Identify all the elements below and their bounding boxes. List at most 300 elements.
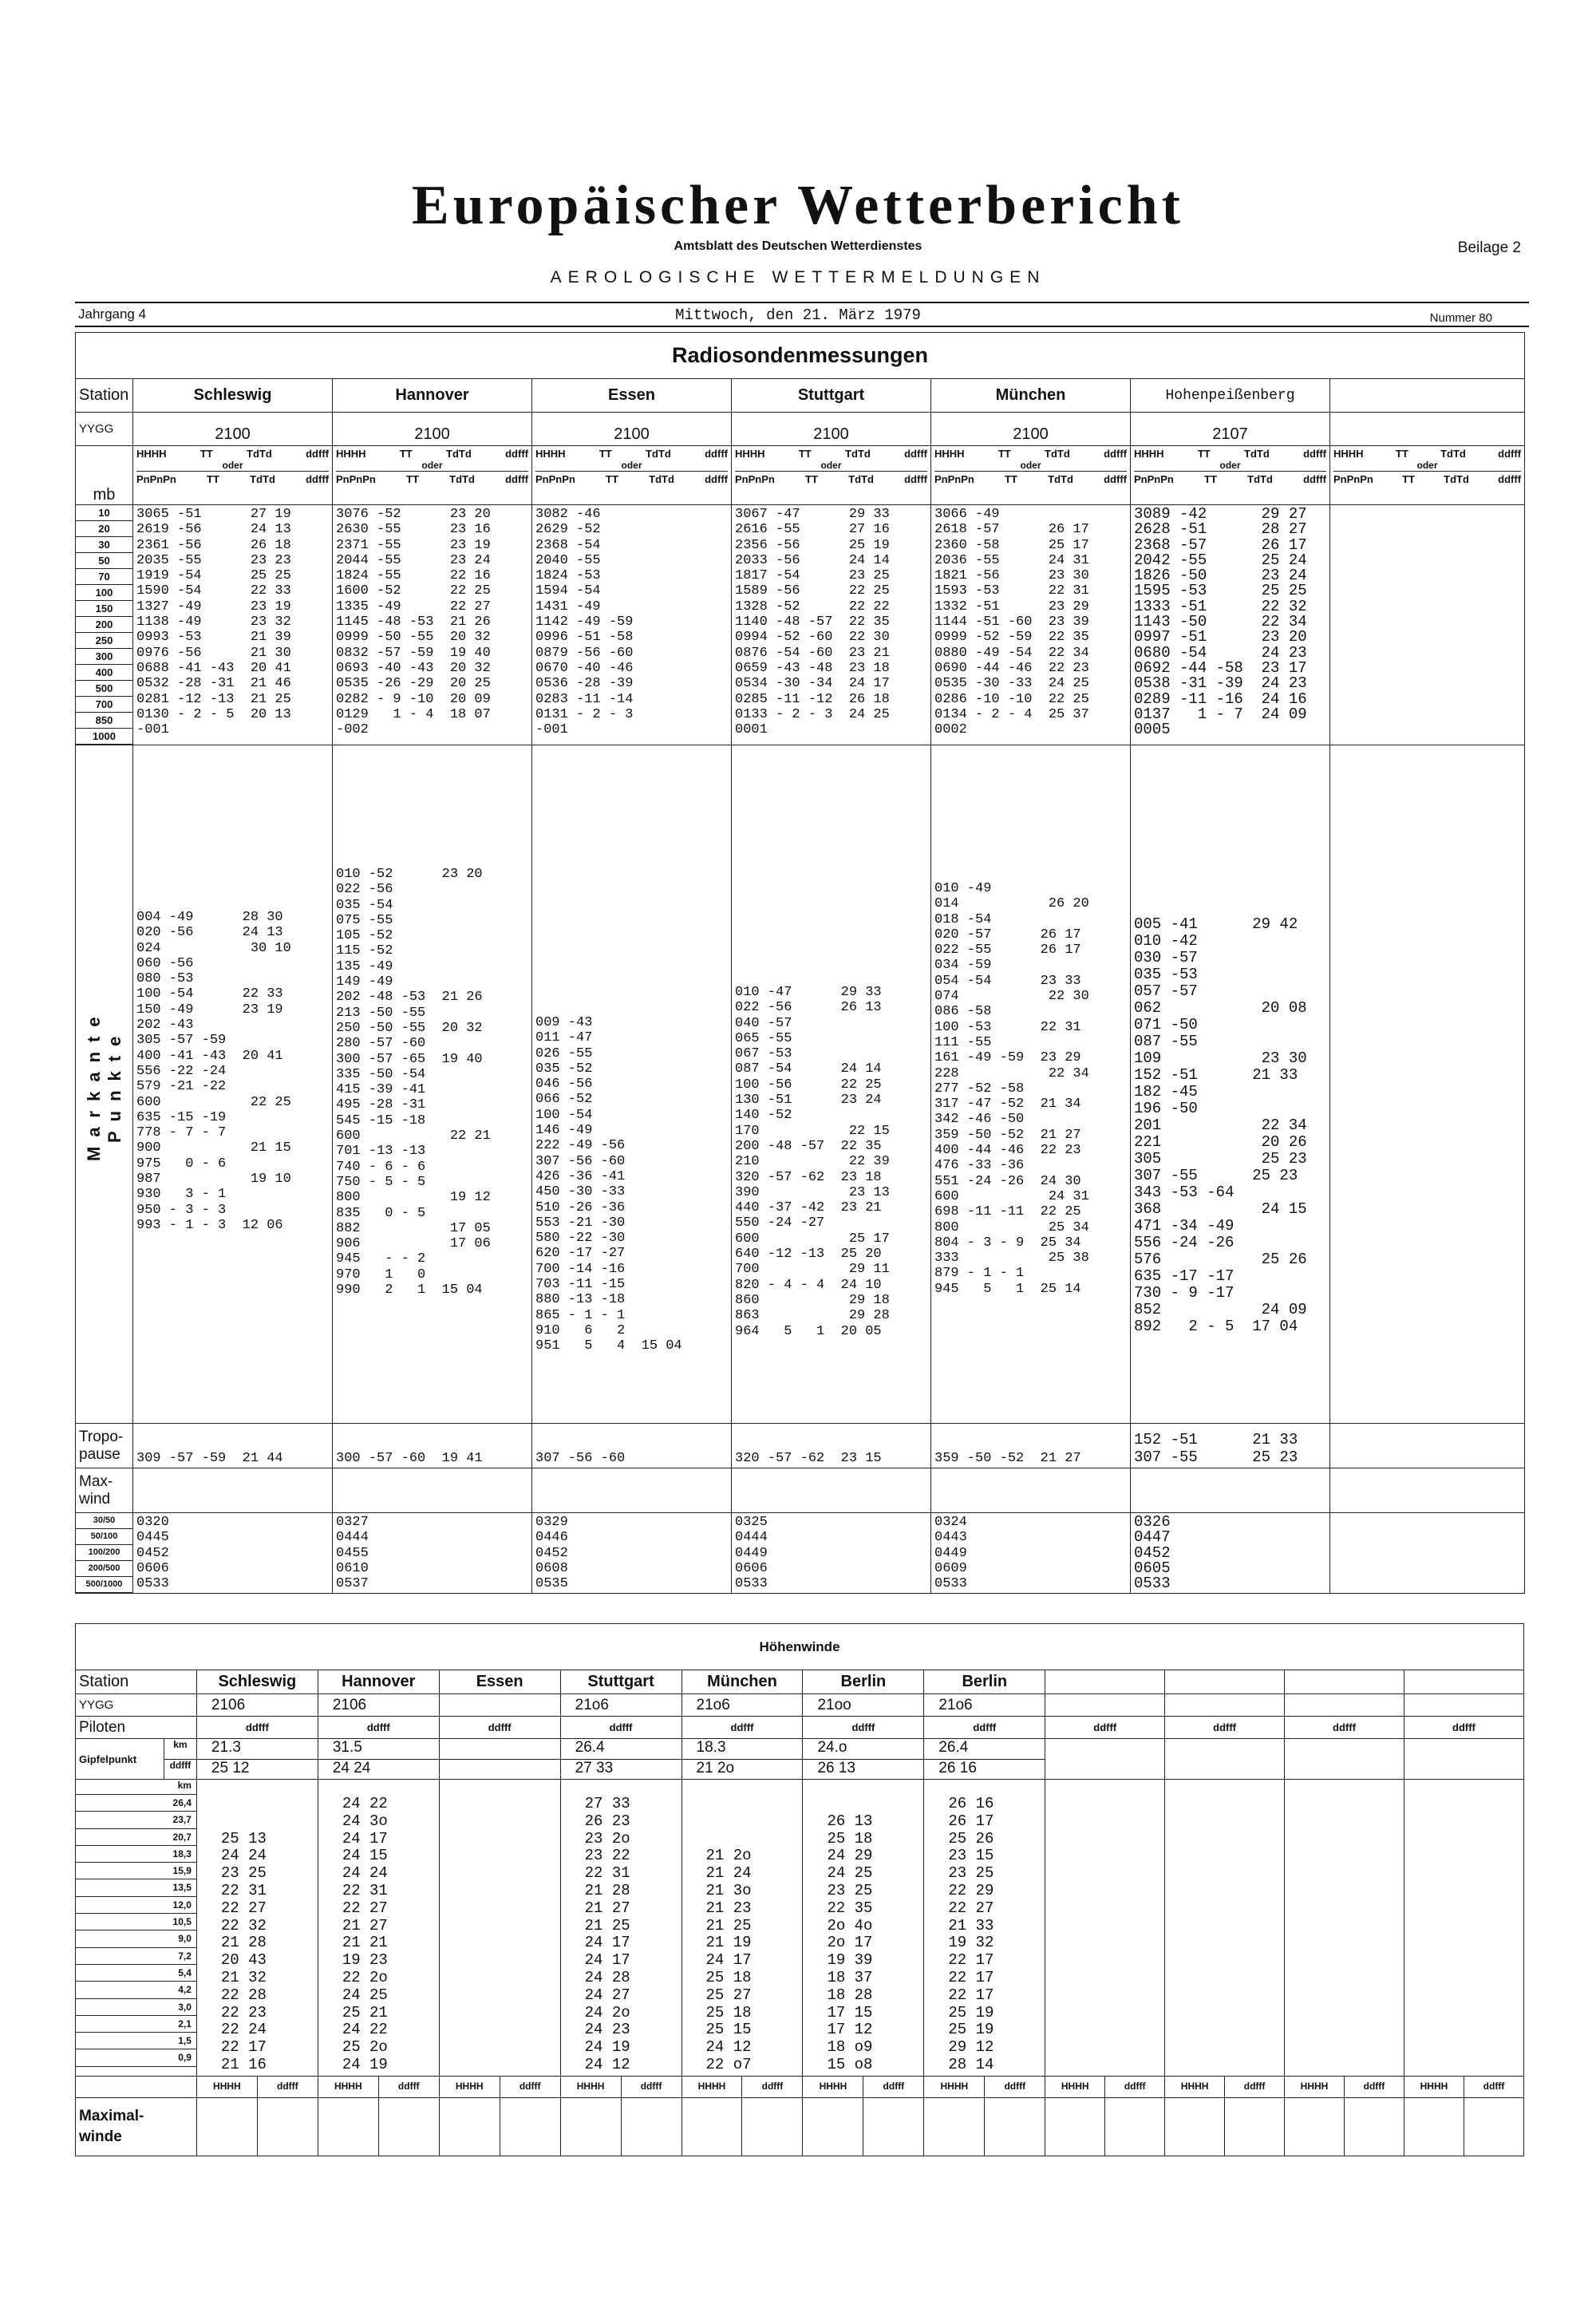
hw-ddfff-header: ddfff <box>1104 2077 1164 2097</box>
station-name: München <box>931 379 1131 413</box>
mb-level: 30 <box>76 537 132 553</box>
empty-cell <box>1165 1694 1285 1717</box>
station-label: Station <box>76 379 133 413</box>
hdr-tdtd: TdTd <box>247 448 272 460</box>
hdr-pnpnpn: PnPnPn <box>136 473 176 485</box>
gipfelpunkt-cell <box>439 1739 560 1780</box>
gipfel-ddfff-value <box>440 1760 560 1779</box>
markante-punkte-label: Markante Punkte <box>83 1007 124 1161</box>
tropopause-data: 307 -56 -60 <box>532 1424 732 1468</box>
hw-level: 7,2 <box>76 1948 196 1965</box>
empty-cell <box>1404 1780 1523 2077</box>
hdr-tdtd: TdTd <box>1244 448 1270 460</box>
hw-wind-data: 27 33 26 23 23 2o 23 22 22 31 21 28 21 27 21 25 24 17 24 17 24 28 24 27 24 2o 24 23 24 19 24 12 <box>560 1780 681 2077</box>
mb-level: 100 <box>76 585 132 601</box>
hw-ddfff-header: ddfff <box>196 1717 318 1739</box>
hdr-tt: TT <box>1204 473 1217 485</box>
gipfel-km-value: 21.3 <box>197 1739 318 1760</box>
hdr-tdtd: TdTd <box>250 473 275 485</box>
hw-level: 2,1 <box>76 2016 196 2033</box>
maxwind-label: Max- wind <box>76 1468 133 1513</box>
hdr-oder: oder <box>421 460 443 471</box>
mb-level: 20 <box>76 521 132 537</box>
hw-max-header <box>318 2076 439 2097</box>
hw-hhhh-header: HHHH <box>213 2080 241 2092</box>
hw-max-cell <box>924 2097 1045 2156</box>
report-title: Europäischer Wetterbericht <box>412 175 1184 236</box>
hdr-pnpnpn: PnPnPn <box>1134 473 1174 485</box>
maxwind-levels-cell <box>76 1513 133 1594</box>
maxwind-level: 30/50 <box>76 1513 132 1529</box>
aero-heading: AEROLOGISCHE WETTERMELDUNGEN <box>550 268 1046 287</box>
empty-cell <box>1045 1694 1165 1717</box>
hdr-pnpnpn: PnPnPn <box>336 473 376 485</box>
hw-level: 12,0 <box>76 1897 196 1914</box>
hdr-ddfff: ddfff <box>306 473 329 485</box>
hw-max-header <box>1165 2076 1285 2097</box>
hdr-ddfff: ddfff <box>904 473 927 485</box>
hw-max-cell <box>681 2097 803 2156</box>
mark-points-data: 010 -47 29 33 022 -56 26 13 040 -57 065 -55 067 -53 087 -54 24 14 100 -56 22 25 130 -51 23 24 140 -52 170 22 15 200 -48 -57 22 35 210 22 39 320 -57 -62 23 18 390 23 13 440 -37 -42 23 21 550 -24 -27 600 25 17 640 -12 -13 25 20 700 29 11 820 - 4 - 4 24 10 860 29 18 863 29 28 964 5 1 20 05 <box>732 745 931 1424</box>
hdr-tt: TT <box>1395 448 1408 460</box>
yygg-value: 2107 <box>1131 413 1330 446</box>
empty-cell <box>1330 1513 1525 1594</box>
hdr-tdtd: TdTd <box>1444 473 1469 485</box>
gipfel-km-value <box>440 1739 560 1760</box>
empty-cell <box>732 1468 931 1513</box>
hw-level: 10,5 <box>76 1914 196 1931</box>
gipfel-km-value: 24.o <box>803 1739 923 1760</box>
tropopause-data: 359 -50 -52 21 27 <box>931 1424 1131 1468</box>
hw-km-label: km <box>76 1780 196 1795</box>
yygg-value: 2100 <box>732 413 931 446</box>
hw-hhhh-header: HHHH <box>819 2080 847 2092</box>
mb-label: mb <box>76 446 133 505</box>
radiosonde-table <box>75 332 1525 1594</box>
mb-level: 700 <box>76 697 132 713</box>
hw-level: 9,0 <box>76 1931 196 1947</box>
hw-hhhh-header: HHHH <box>1420 2080 1448 2092</box>
hw-level: 4,2 <box>76 1982 196 1998</box>
empty-cell <box>1285 1780 1404 2077</box>
hdr-ddfff: ddfff <box>1498 473 1522 485</box>
hw-yygg-label: YYGG <box>76 1694 197 1717</box>
station-name: Hohenpeißenberg <box>1131 379 1330 413</box>
hw-ddfff-header: ddfff <box>318 1717 439 1739</box>
hdr-oder: oder <box>1020 460 1041 471</box>
hw-ddfff-header: ddfff <box>1285 1717 1404 1739</box>
header-rule-top <box>75 302 1529 303</box>
hw-yygg-value <box>439 1694 560 1717</box>
hw-hhhh-header: HHHH <box>1061 2080 1089 2092</box>
maxwind-level: 100/200 <box>76 1545 132 1561</box>
maxwind-level: 500/1000 <box>76 1577 132 1593</box>
hoehenwinde-title: Höhenwinde <box>76 1624 1524 1670</box>
hw-max-header <box>560 2076 681 2097</box>
mark-points-data: 010 -49 014 26 20 018 -54 020 -57 26 17 022 -55 26 17 034 -59 054 -54 23 33 074 22 30 086 -58 100 -53 22 31 111 -55 161 -49 -59 23 29 228 22 34 277 -52 -58 317 -47 -52 21 34 342 -46 -50 359 -50 -52 21 27 400 -44 -46 22 23 476 -33 -36 551 -24 -26 24 30 600 24 31 698 -11 -11 22 25 800 25 34 804 - 3 - 9 25 34 333 25 38 879 - 1 - 1 945 5 1 25 14 <box>931 745 1131 1424</box>
hdr-ddfff: ddfff <box>1498 448 1522 460</box>
empty-cell <box>1330 413 1525 446</box>
mb-level: 10 <box>76 505 132 521</box>
hw-station-label: Station <box>76 1670 197 1694</box>
yygg-value: 2100 <box>333 413 532 446</box>
hdr-tt: TT <box>207 473 219 485</box>
hw-max-cell <box>1404 2097 1523 2156</box>
std-levels-data: 3082 -46 2629 -52 2368 -54 2040 -55 1824 -53 1594 -54 1431 -49 1142 -49 -59 0996 -51 -58 0879 -56 -60 0670 -40 -46 0536 -28 -39 0283 -11 -14 0131 - 2 - 3 -001 <box>532 505 732 745</box>
hw-station-name: Stuttgart <box>560 1670 681 1694</box>
hdr-pnpnpn: PnPnPn <box>735 473 775 485</box>
mb-level: 1000 <box>76 729 132 745</box>
mb-level: 500 <box>76 681 132 697</box>
hdr-pnpnpn: PnPnPn <box>535 473 575 485</box>
mb-level: 250 <box>76 633 132 649</box>
hw-ddfff-header: ddfff <box>1045 1717 1165 1739</box>
empty-cell <box>1165 1780 1285 2077</box>
hdr-tdtd: TdTd <box>649 473 674 485</box>
hw-level: 18,3 <box>76 1846 196 1863</box>
hdr-tt: TT <box>598 448 612 460</box>
hdr-hhhh: HHHH <box>535 448 566 460</box>
empty-cell <box>1131 1468 1330 1513</box>
hw-station-name: Essen <box>439 1670 560 1694</box>
hw-wind-data: 26 16 26 17 25 26 23 15 23 25 22 29 22 27 21 33 19 32 22 17 22 17 22 17 25 19 25 19 29 12 28 14 <box>924 1780 1045 2077</box>
hw-hhhh-header: HHHH <box>576 2080 605 2092</box>
hw-ddfff-header: ddfff <box>500 2077 560 2097</box>
hw-ddfff-header: ddfff <box>1464 2077 1523 2097</box>
hw-ddfff-header: ddfff <box>1165 1717 1285 1739</box>
hdr-ddfff: ddfff <box>1104 473 1127 485</box>
empty-cell <box>1330 379 1525 413</box>
beilage-label: Beilage 2 <box>1457 239 1521 256</box>
gipfel-ddfff-value: 27 33 <box>575 1760 614 1776</box>
empty-cell <box>1404 1694 1523 1717</box>
hdr-tdtd: TdTd <box>446 448 472 460</box>
hw-max-header <box>924 2076 1045 2097</box>
hdr-tt: TT <box>1197 448 1211 460</box>
column-header <box>732 446 931 505</box>
hdr-tdtd: TdTd <box>449 473 475 485</box>
hw-ddfff-header: ddfff <box>439 1717 560 1739</box>
hw-ddfff-header: ddfff <box>560 1717 681 1739</box>
hw-station-name: Schleswig <box>196 1670 318 1694</box>
empty-cell <box>1404 1670 1523 1694</box>
hdr-oder: oder <box>1219 460 1241 471</box>
nummer-label: Nummer 80 <box>1429 311 1492 325</box>
empty-cell <box>1285 1739 1404 1780</box>
jahrgang-label: Jahrgang 4 <box>78 306 147 322</box>
issue-date: Mittwoch, den 21. März 1979 <box>675 306 921 324</box>
gipfel-ddfff-label: ddfff <box>169 1759 192 1771</box>
tropopause-data: 320 -57 -62 23 15 <box>732 1424 931 1468</box>
hw-yygg-value: 21oo <box>803 1694 924 1717</box>
maxwind-data: 0320 0445 0452 0606 0533 <box>133 1513 333 1594</box>
hdr-ddfff: ddfff <box>1303 473 1326 485</box>
hdr-pnpnpn: PnPnPn <box>934 473 974 485</box>
hdr-ddfff: ddfff <box>705 448 728 460</box>
hw-level: 23,7 <box>76 1812 196 1828</box>
hw-ddfff-header: ddfff <box>1344 2077 1404 2097</box>
maxwind-level: 50/100 <box>76 1529 132 1545</box>
gipfel-ddfff-value: 26 16 <box>938 1760 977 1776</box>
std-levels-data: 3089 -42 29 27 2628 -51 28 27 2368 -57 26 17 2042 -55 25 24 1826 -50 23 24 1595 -53 25 25 1333 -51 22 32 1143 -50 22 34 0997 -51 23 20 0680 -54 24 23 0692 -44 -58 23 17 0538 -31 -39 24 23 0289 -11 -16 24 16 0137 1 - 7 24 09 0005 <box>1131 505 1330 745</box>
hw-ddfff-header: ddfff <box>257 2077 318 2097</box>
hdr-tt: TT <box>1005 473 1017 485</box>
gipfelpunkt-cell <box>318 1739 439 1780</box>
hdr-tdtd: TdTd <box>1247 473 1273 485</box>
gipfel-km-value: 18.3 <box>682 1739 803 1760</box>
hw-ddfff-header: ddfff <box>1224 2077 1284 2097</box>
hw-ddfff-header: ddfff <box>378 2077 439 2097</box>
std-levels-data: 3066 -49 2618 -57 26 17 2360 -58 25 17 2036 -55 24 31 1821 -56 23 30 1593 -53 22 31 1332 -51 23 29 1144 -51 -60 23 39 0999 -52 -59 22 35 0880 -49 -54 22 34 0690 -44 -46 22 23 0535 -30 -33 24 25 0286 -10 -10 22 25 0134 - 2 - 4 25 37 0002 <box>931 505 1131 745</box>
maxwind-data: 0329 0446 0452 0608 0535 <box>532 1513 732 1594</box>
mb-level: 50 <box>76 553 132 569</box>
station-name: Hannover <box>333 379 532 413</box>
gipfel-km-value: 26.4 <box>924 1739 1045 1760</box>
column-header <box>333 446 532 505</box>
hw-hhhh-header: HHHH <box>940 2080 969 2092</box>
hw-levels-cell <box>76 1780 197 2077</box>
hw-wind-data: 26 13 25 18 24 29 24 25 23 25 22 35 2o 4o 2o 17 19 39 18 37 18 28 17 15 17 12 18 o9 15 o8 <box>803 1780 924 2077</box>
hw-level: 1,5 <box>76 2033 196 2049</box>
hw-max-cell <box>1285 2097 1404 2156</box>
hdr-tt: TT <box>805 473 818 485</box>
hdr-tt: TT <box>798 448 812 460</box>
hdr-tt: TT <box>1402 473 1415 485</box>
hdr-ddfff: ddfff <box>904 448 927 460</box>
maxwind-level: 200/500 <box>76 1561 132 1577</box>
std-levels-data: 3067 -47 29 33 2616 -55 27 16 2356 -56 25 19 2033 -56 24 14 1817 -54 23 25 1589 -56 22 25 1328 -52 22 22 1140 -48 -57 22 35 0994 -52 -60 22 30 0876 -54 -60 23 21 0659 -43 -48 23 18 0534 -30 -34 24 17 0285 -11 -12 26 18 0133 - 2 - 3 24 25 0001 <box>732 505 931 745</box>
hw-max-cell <box>196 2097 318 2156</box>
piloten-label: Piloten <box>76 1717 197 1739</box>
hw-hhhh-header: HHHH <box>334 2080 362 2092</box>
hw-ddfff-header: ddfff <box>924 1717 1045 1739</box>
gipfel-km-value: 26.4 <box>561 1739 681 1760</box>
hdr-ddfff: ddfff <box>1303 448 1326 460</box>
hw-wind-data: 25 13 24 24 23 25 22 31 22 27 22 32 21 28 20 43 21 32 22 28 22 23 22 24 22 17 21 16 <box>196 1780 318 2077</box>
yygg-value: 2100 <box>931 413 1131 446</box>
std-levels-data: 3076 -52 23 20 2630 -55 23 16 2371 -55 23 19 2044 -55 23 24 1824 -55 22 16 1600 -52 22 25 1335 -49 22 27 1145 -48 -53 21 26 0999 -50 -55 20 32 0832 -57 -59 19 40 0693 -40 -43 20 32 0535 -26 -29 20 25 0282 - 9 -10 20 09 0129 1 - 4 18 07 -002 <box>333 505 532 745</box>
hw-max-header <box>439 2076 560 2097</box>
gipfelpunkt-cell <box>681 1739 803 1780</box>
hdr-oder: oder <box>621 460 642 471</box>
hw-max-header <box>1045 2076 1165 2097</box>
hw-yygg-value: 21o6 <box>924 1694 1045 1717</box>
empty-cell <box>76 2076 197 2097</box>
hdr-ddfff: ddfff <box>505 448 528 460</box>
maxwind-data: 0327 0444 0455 0610 0537 <box>333 1513 532 1594</box>
mb-level: 150 <box>76 601 132 617</box>
hdr-tdtd: TdTd <box>845 448 871 460</box>
hw-max-cell <box>318 2097 439 2156</box>
empty-cell <box>931 1468 1131 1513</box>
mb-level: 200 <box>76 617 132 633</box>
hdr-ddfff: ddfff <box>705 473 728 485</box>
hw-station-name: Hannover <box>318 1670 439 1694</box>
gipfelpunkt-cell <box>803 1739 924 1780</box>
mark-points-data: 009 -43 011 -47 026 -55 035 -52 046 -56 066 -52 100 -54 146 -49 222 -49 -56 307 -56 -60 426 -36 -41 450 -30 -33 510 -26 -36 553 -21 -30 580 -22 -30 620 -17 -27 700 -14 -16 703 -11 -15 880 -13 -18 865 - 1 - 1 910 6 2 951 5 4 15 04 <box>532 745 732 1424</box>
hw-station-name: Berlin <box>924 1670 1045 1694</box>
mark-points-data: 010 -52 23 20 022 -56 035 -54 075 -55 105 -52 115 -52 135 -49 149 -49 202 -48 -53 21 26 213 -50 -55 250 -50 -55 20 32 280 -57 -60 300 -57 -65 19 40 335 -50 -54 415 -39 -41 495 -28 -31 545 -15 -18 600 22 21 701 -13 -13 740 - 6 - 6 750 - 5 - 5 800 19 12 835 0 - 5 882 17 05 906 17 06 945 - - 2 970 1 0 990 2 1 15 04 <box>333 745 532 1424</box>
markante-punkte-label-cell <box>76 745 133 1424</box>
mb-level: 400 <box>76 665 132 681</box>
hw-hhhh-header: HHHH <box>455 2080 484 2092</box>
hw-max-header <box>681 2076 803 2097</box>
station-name: Schleswig <box>133 379 333 413</box>
hdr-pnpnpn: PnPnPn <box>1333 473 1373 485</box>
hw-level: 5,4 <box>76 1965 196 1982</box>
hw-wind-data: 21 2o 21 24 21 3o 21 23 21 25 21 19 24 17 25 18 25 27 25 18 25 15 24 12 22 o7 <box>681 1780 803 2077</box>
hw-ddfff-header: ddfff <box>621 2077 681 2097</box>
hdr-hhhh: HHHH <box>934 448 965 460</box>
hw-ddfff-header: ddfff <box>681 1717 803 1739</box>
station-name: Essen <box>532 379 732 413</box>
maxwind-data: 0325 0444 0449 0606 0533 <box>732 1513 931 1594</box>
hdr-tt: TT <box>406 473 419 485</box>
hw-max-cell <box>1165 2097 1285 2156</box>
header-rule-bottom <box>75 326 1529 327</box>
maxwind-data: 0324 0443 0449 0609 0533 <box>931 1513 1131 1594</box>
hdr-hhhh: HHHH <box>735 448 765 460</box>
empty-cell <box>1045 1739 1165 1780</box>
yygg-value: 2100 <box>532 413 732 446</box>
hw-ddfff-header: ddfff <box>803 1717 924 1739</box>
hw-station-name: Berlin <box>803 1670 924 1694</box>
gipfelpunkt-label: Gipfelpunkt <box>79 1753 137 1765</box>
column-header <box>931 446 1131 505</box>
report-subtitle: Amtsblatt des Deutschen Wetterdienstes <box>674 239 922 253</box>
hw-max-cell <box>439 2097 560 2156</box>
hdr-oder: oder <box>222 460 243 471</box>
hw-max-cell <box>1045 2097 1165 2156</box>
yygg-label: YYGG <box>76 413 133 446</box>
gipfelpunkt-cell <box>560 1739 681 1780</box>
hw-max-header <box>1285 2076 1404 2097</box>
hdr-hhhh: HHHH <box>1333 448 1364 460</box>
hw-max-header <box>196 2076 318 2097</box>
hw-level: 13,5 <box>76 1879 196 1896</box>
hdr-tdtd: TdTd <box>646 448 671 460</box>
hoehenwinde-table <box>75 1623 1524 2156</box>
hw-ddfff-header: ddfff <box>984 2077 1045 2097</box>
hw-station-name: München <box>681 1670 803 1694</box>
mark-points-data: 004 -49 28 30 020 -56 24 13 024 30 10 060 -56 080 -53 100 -54 22 33 150 -49 23 19 202 -43 305 -57 -59 400 -41 -43 20 41 556 -22 -24 579 -21 -22 600 22 25 635 -15 -19 778 - 7 - 7 900 21 15 975 0 - 6 987 19 10 930 3 - 1 950 - 3 - 3 993 - 1 - 3 12 06 <box>133 745 333 1424</box>
column-header <box>1131 446 1330 505</box>
hdr-hhhh: HHHH <box>336 448 366 460</box>
maximalwinde-label: Maximal- winde <box>76 2097 197 2156</box>
hw-yygg-value: 21o6 <box>681 1694 803 1717</box>
tropopause-data: 309 -57 -59 21 44 <box>133 1424 333 1468</box>
hw-ddfff-header: ddfff <box>1404 1717 1523 1739</box>
hw-ddfff-header: ddfff <box>741 2077 802 2097</box>
hdr-ddfff: ddfff <box>1104 448 1127 460</box>
hw-max-header <box>803 2076 924 2097</box>
hw-level: 3,0 <box>76 1999 196 2016</box>
empty-cell <box>133 1468 333 1513</box>
maxwind-data: 0326 0447 0452 0605 0533 <box>1131 1513 1330 1594</box>
gipfel-km-value: 31.5 <box>318 1739 439 1760</box>
column-header <box>133 446 333 505</box>
hw-level: 20,7 <box>76 1829 196 1846</box>
mb-level: 850 <box>76 713 132 729</box>
hdr-tt: TT <box>200 448 213 460</box>
mark-points-data: 005 -41 29 42 010 -42 030 -57 035 -53 057 -57 062 20 08 071 -50 087 -55 109 23 30 152 -51 21 33 182 -45 196 -50 201 22 34 221 20 26 305 25 23 307 -55 25 23 343 -53 -64 368 24 15 471 -34 -49 556 -24 -26 576 25 26 635 -17 -17 730 - 9 -17 852 24 09 892 2 - 5 17 04 <box>1131 745 1330 1424</box>
empty-cell <box>1045 1670 1165 1694</box>
mb-levels-cell <box>76 505 133 745</box>
hw-yygg-value: 21o6 <box>560 1694 681 1717</box>
tropopause-label: Tropo- pause <box>76 1424 133 1468</box>
empty-cell <box>333 1468 532 1513</box>
mb-level: 300 <box>76 649 132 665</box>
hdr-tdtd: TdTd <box>1440 448 1466 460</box>
hw-hhhh-header: HHHH <box>1300 2080 1329 2092</box>
hw-level: 26,4 <box>76 1795 196 1812</box>
gipfelpunkt-cell <box>924 1739 1045 1780</box>
hw-wind-data: 24 22 24 3o 24 17 24 15 24 24 22 31 22 27 21 27 21 21 19 23 22 2o 24 25 25 21 24 22 25 2o 24 19 <box>318 1780 439 2077</box>
hdr-ddfff: ddfff <box>306 448 329 460</box>
hdr-tt: TT <box>399 448 413 460</box>
hdr-tdtd: TdTd <box>848 473 874 485</box>
hw-max-cell <box>803 2097 924 2156</box>
empty-cell <box>1330 505 1525 745</box>
hw-hhhh-header: HHHH <box>1180 2080 1209 2092</box>
empty-cell <box>1330 1424 1525 1468</box>
gipfel-ddfff-value: 25 12 <box>211 1760 250 1776</box>
hdr-oder: oder <box>820 460 842 471</box>
tropopause-data: 152 -51 21 33 307 -55 25 23 <box>1131 1424 1330 1468</box>
hw-max-header <box>1404 2076 1523 2097</box>
std-levels-data: 3065 -51 27 19 2619 -56 24 13 2361 -56 26 18 2035 -55 23 23 1919 -54 25 25 1590 -54 22 33 1327 -49 23 19 1138 -49 23 32 0993 -53 21 39 0976 -56 21 30 0688 -41 -43 20 41 0532 -28 -31 21 46 0281 -12 -13 21 25 0130 - 2 - 5 20 13 -001 <box>133 505 333 745</box>
column-header <box>532 446 732 505</box>
mb-level: 70 <box>76 569 132 585</box>
hw-level: 0,9 <box>76 2049 196 2066</box>
yygg-value: 2100 <box>133 413 333 446</box>
hw-yygg-value: 2106 <box>196 1694 318 1717</box>
hdr-hhhh: HHHH <box>136 448 167 460</box>
hdr-tdtd: TdTd <box>1045 448 1070 460</box>
gipfel-ddfff-value: 24 24 <box>332 1760 371 1776</box>
hdr-tt: TT <box>606 473 618 485</box>
gipfel-ddfff-value: 21 2o <box>696 1760 735 1776</box>
empty-cell <box>1330 745 1525 1424</box>
hdr-ddfff: ddfff <box>505 473 528 485</box>
gipfelpunkt-cell <box>196 1739 318 1780</box>
hdr-tdtd: TdTd <box>1048 473 1073 485</box>
empty-cell <box>1045 1780 1165 2077</box>
gipfel-km-label: km <box>164 1739 196 1760</box>
empty-cell <box>1285 1670 1404 1694</box>
hw-level: 15,9 <box>76 1863 196 1879</box>
column-header <box>1330 446 1525 505</box>
hw-ddfff-header: ddfff <box>863 2077 923 2097</box>
empty-cell <box>1330 1468 1525 1513</box>
hdr-hhhh: HHHH <box>1134 448 1164 460</box>
hw-wind-data <box>439 1780 560 2077</box>
hw-hhhh-header: HHHH <box>697 2080 726 2092</box>
gipfel-ddfff-value: 26 13 <box>817 1760 855 1776</box>
radiosonde-title: Radiosondenmessungen <box>76 333 1525 379</box>
empty-cell <box>1165 1739 1285 1780</box>
hdr-oder: oder <box>1416 460 1438 471</box>
gipfelpunkt-label-cell <box>76 1739 197 1780</box>
hw-max-cell <box>560 2097 681 2156</box>
station-name: Stuttgart <box>732 379 931 413</box>
empty-cell <box>1404 1739 1523 1780</box>
hdr-tt: TT <box>998 448 1011 460</box>
empty-cell <box>1285 1694 1404 1717</box>
empty-cell <box>1165 1670 1285 1694</box>
empty-cell <box>532 1468 732 1513</box>
tropopause-data: 300 -57 -60 19 41 <box>333 1424 532 1468</box>
